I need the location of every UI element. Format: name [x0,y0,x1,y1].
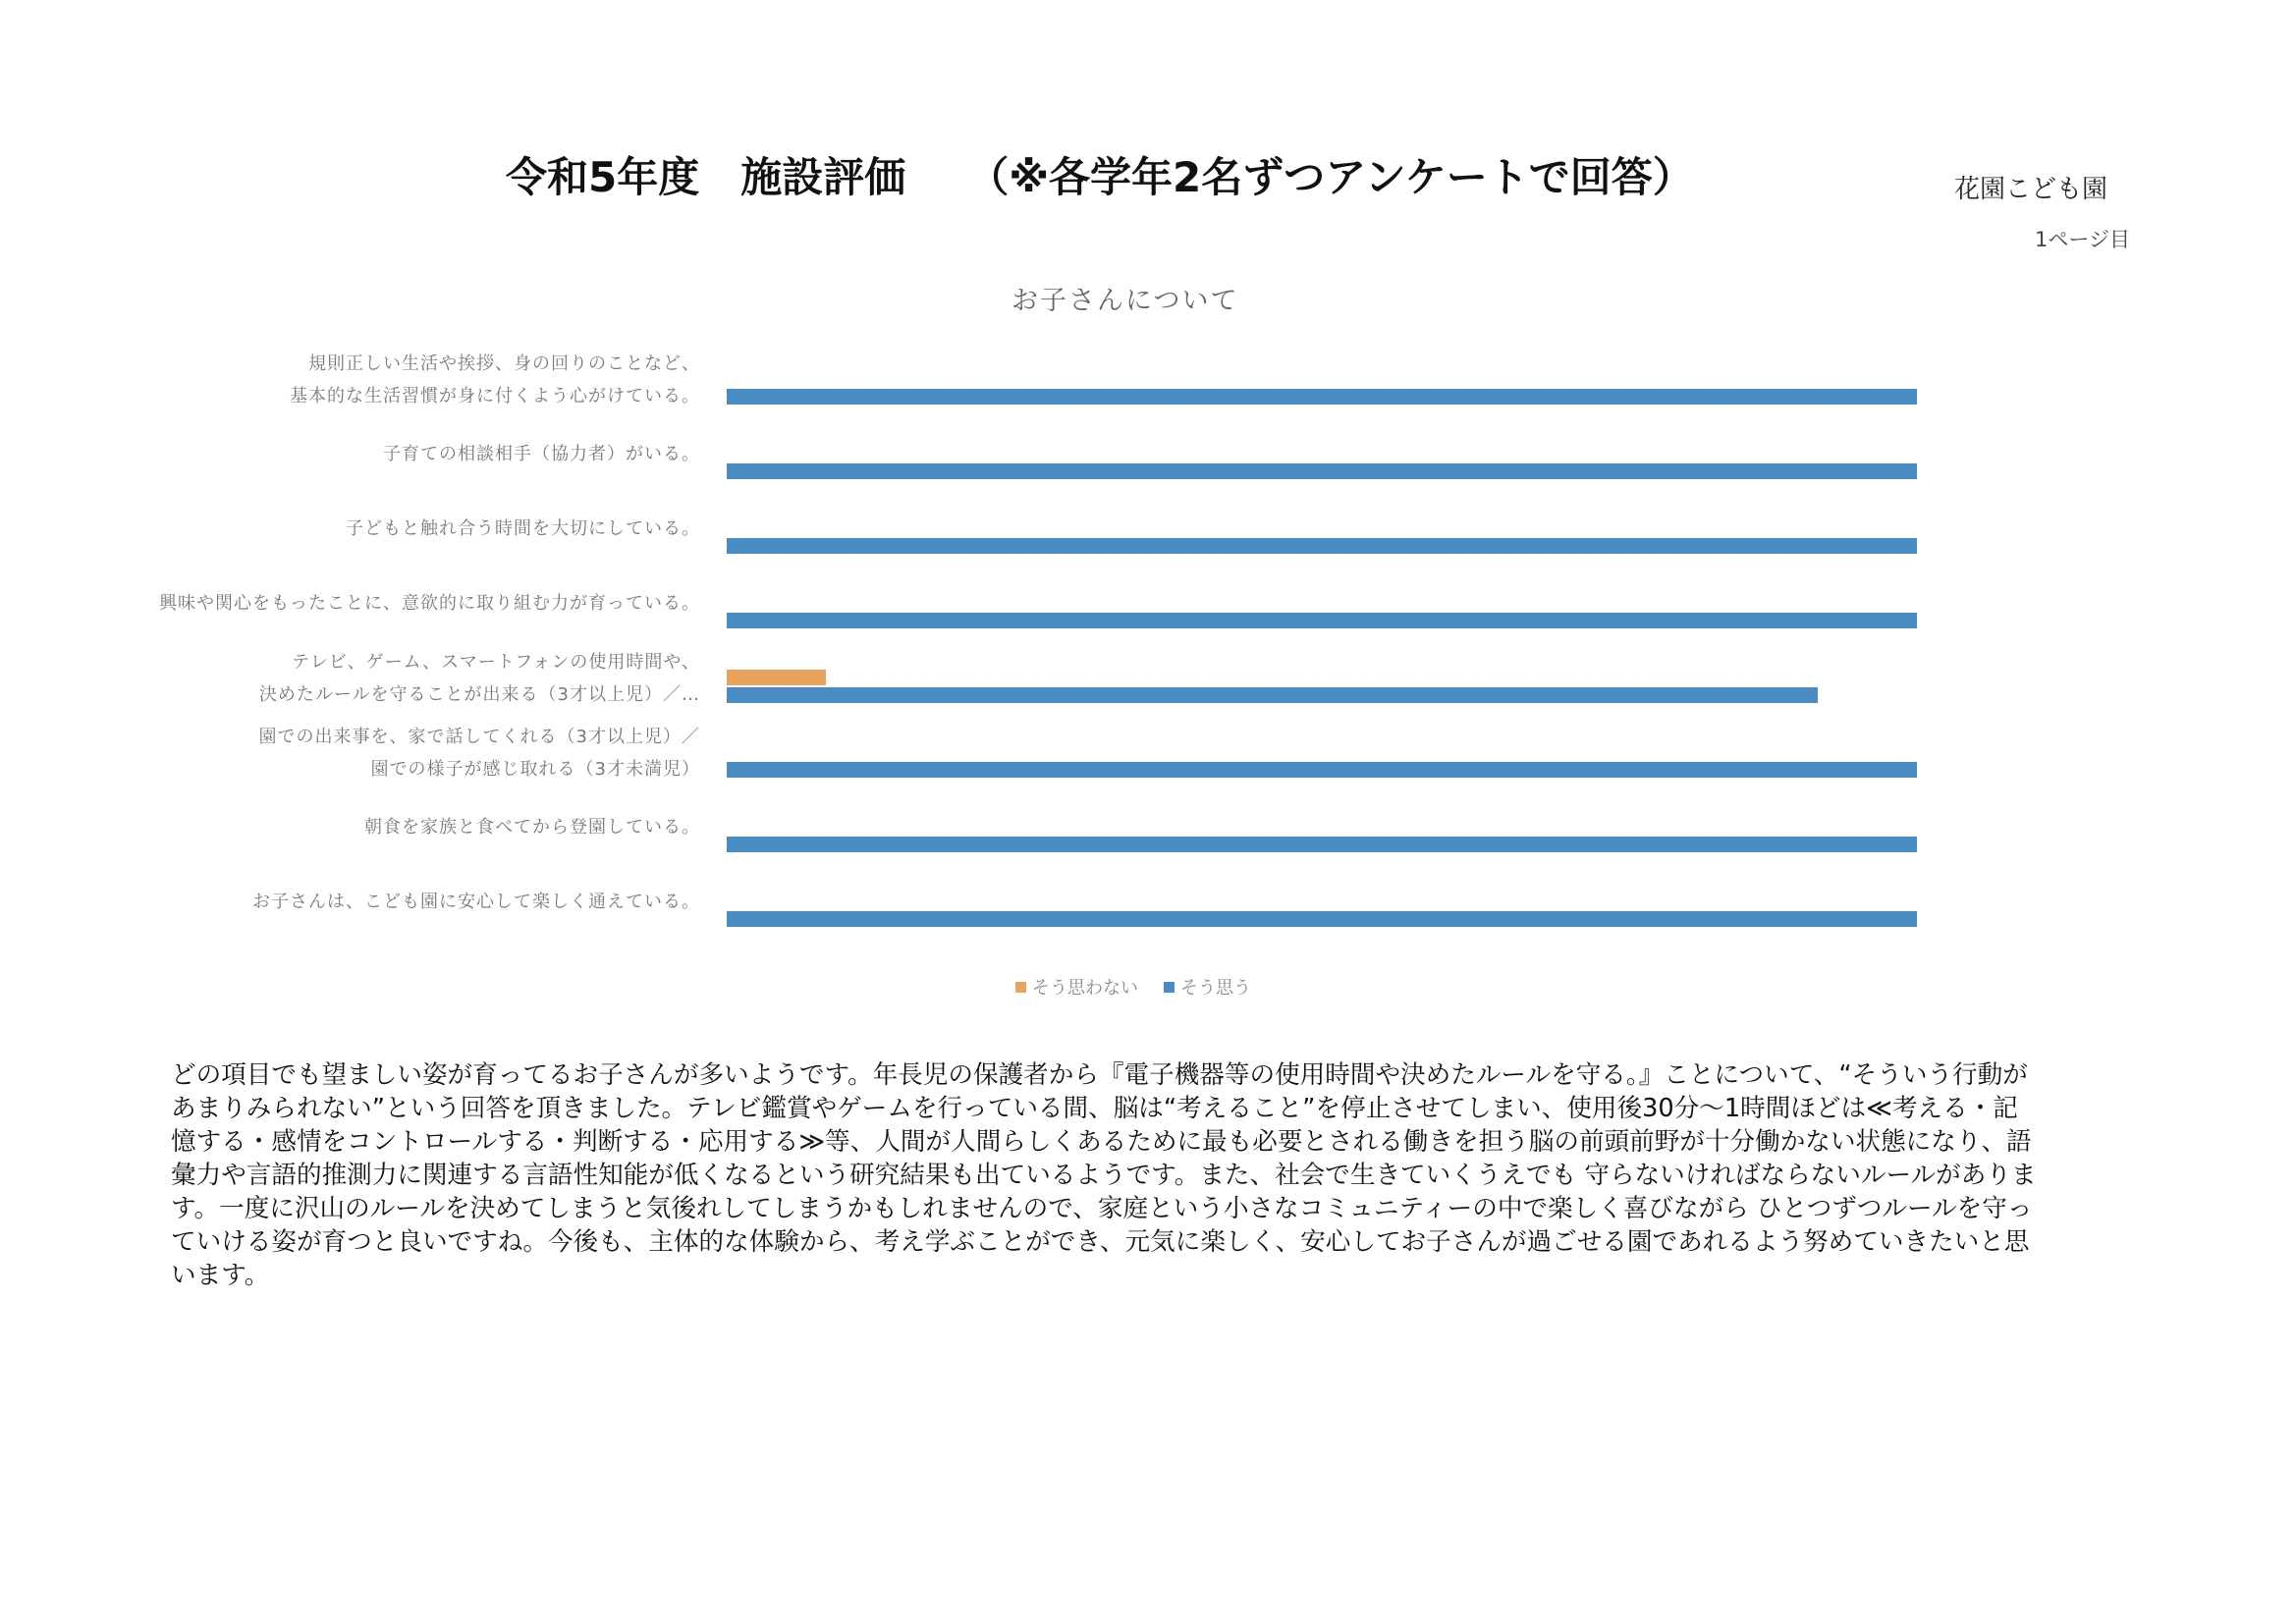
category-label-line: 園での様子が感じ取れる（3才未満児） [370,759,700,780]
category-label-line: 基本的な生活習慣が身に付くよう心がけている。 [290,386,700,406]
legend-swatch-disagree [1015,982,1026,993]
category-label-line: 決めたルールを守ることが出来る（3才以上児）／… [258,684,700,705]
legend-label-disagree: そう思わない [1032,978,1138,999]
category-label-line: テレビ、ゲーム、スマートフォンの使用時間や、 [292,652,700,673]
organization-name: 花園こども園 [1954,175,2108,204]
category-label [290,348,700,412]
legend-item-agree [1164,974,1251,1000]
bar-agree-4 [727,687,1818,703]
category-label-line: 朝食を家族と食べてから登園している。 [364,817,700,838]
category-label-line: 子育ての相談相手（協力者）がいる。 [383,444,700,464]
category-label [259,646,700,711]
bar-agree-6 [727,837,1917,852]
page-title: 令和5年度 施設評価 （※各学年2名ずつアンケートで回答） [506,153,1694,201]
category-label-line: お子さんは、こども園に安心して楽しく通えている。 [252,892,700,912]
chart-title: お子さんについて [1011,286,1239,316]
bar-agree-3 [727,613,1917,628]
category-label-line: 興味や関心をもったことに、意欲的に取り組む力が育っている。 [159,593,700,614]
category-label [346,513,700,545]
legend-item-disagree [1015,974,1138,1000]
legend-swatch-agree [1164,982,1175,993]
category-label-line: 園での出来事を、家で話してくれる（3才以上児）／ [258,727,700,747]
bar-agree-1 [727,463,1917,479]
category-label [259,721,700,785]
bar-disagree-4 [727,670,826,685]
evaluation-comment: どの項目でも望ましい姿が育ってるお子さんが多いようです。年長児の保護者から『電子機器等の使用時間や決めたルールを守る。』ことについて、“そういう行動があまりみられない”という回答を頂きました。テレビ鑑賞やゲームを行っている間、脳は“考えること”を停止させてしまい、使用後30分～1時間ほどは≪考える・記憶する・感情をコントロールする・判断する・応用する≫等、人間が人間らしくあるために最も必要とされる働きを担う脳の前頭前野が十分働かない状態になり、語彙力や言語的推測力に関連する言語性知能が低くなるという研究結果も出ているようです。また、社会で生きていくうえでも 守らないければならないルールがあります。一度に沢山のルールを決めてしまうと気後れしてしまうかもしれませんので、家庭という小さなコミュニティーの中で楽しく喜びながら ひとつずつルールを守っていける姿が育つと良いですね。今後も、主体的な体験から、考え学ぶことができ、元気に楽しく、安心してお子さんが過ごせる園であれるよう努めていきたいと思います。 [171,1060,2037,1290]
bar-agree-7 [727,911,1917,927]
category-label [383,438,700,470]
category-label [159,587,700,620]
bar-agree-0 [727,389,1917,405]
category-label-line: 規則正しい生活や挨拶、身の回りのことなど、 [308,353,700,374]
category-label [364,811,700,843]
bar-agree-5 [727,762,1917,778]
category-label-line: 子どもと触れ合う時間を大切にしている。 [346,518,700,539]
chart-legend [1015,974,1251,1000]
page-number: 1ページ目 [2035,228,2130,251]
bar-agree-2 [727,538,1917,554]
category-label [252,886,700,918]
legend-label-agree: そう思う [1180,978,1251,999]
